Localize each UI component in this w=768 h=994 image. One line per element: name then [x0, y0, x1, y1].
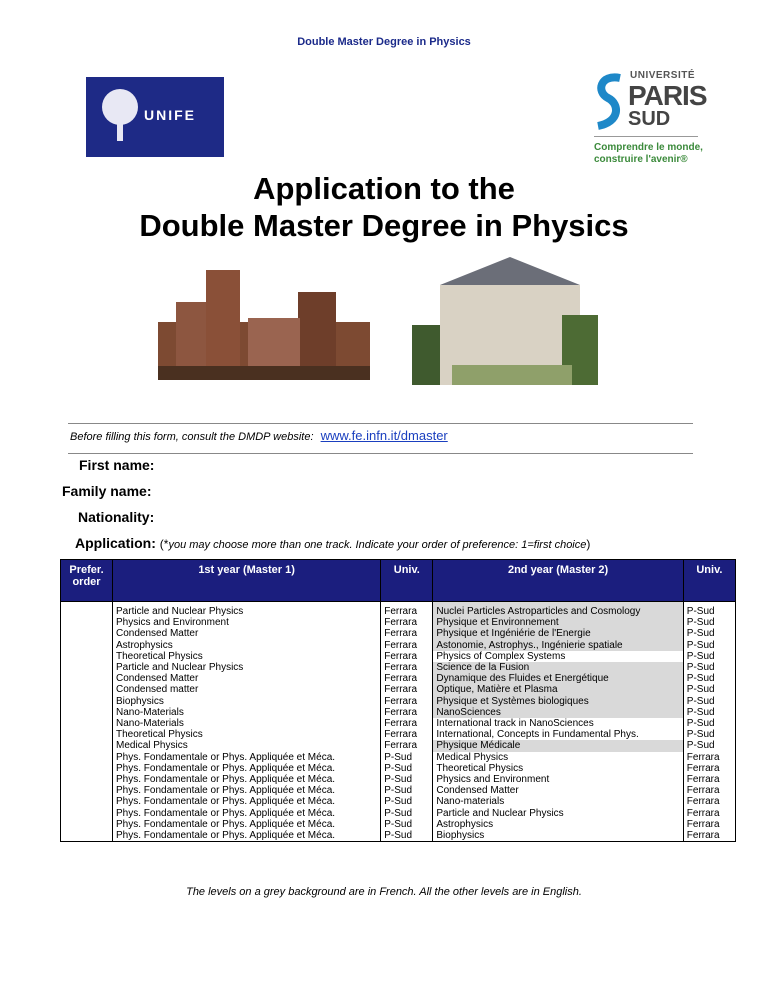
paris-sud-logo [594, 70, 707, 170]
univ1-cell: P-Sud [381, 830, 433, 842]
univ1-cell: Ferrara [381, 617, 433, 628]
univ2-cell: P-Sud [683, 617, 735, 628]
table-row [61, 729, 736, 740]
pref-order-cell[interactable] [61, 752, 113, 763]
dmdp-website-link[interactable]: www.fe.infn.it/dmaster [320, 428, 448, 443]
master1-cell: Astrophysics [113, 640, 381, 651]
pref-order-cell[interactable] [61, 628, 113, 639]
pref-order-cell[interactable] [61, 662, 113, 673]
pref-order-cell[interactable] [61, 718, 113, 729]
master2-cell: Physics of Complex Systems [433, 651, 683, 662]
univ2-cell: Ferrara [683, 785, 735, 796]
master2-cell: Particle and Nuclear Physics [433, 808, 683, 819]
univ2-cell: P-Sud [683, 673, 735, 684]
univ1-cell: P-Sud [381, 752, 433, 763]
master1-cell: Phys. Fondamentale or Phys. Appliquée et Méca. [113, 796, 381, 807]
master2-cell: Medical Physics [433, 752, 683, 763]
univ1-cell: P-Sud [381, 763, 433, 774]
footnote: The levels on a grey background are in French. All the other levels are in English. [186, 886, 582, 898]
master1-cell: Condensed Matter [113, 673, 381, 684]
univ1-cell: P-Sud [381, 819, 433, 830]
master1-cell: Condensed Matter [113, 628, 381, 639]
logo-tagline-1: Comprendre le monde, [594, 142, 703, 153]
master2-cell: International, Concepts in Fundamental Phys. [433, 729, 683, 740]
master1-cell: Phys. Fondamentale or Phys. Appliquée et Méca. [113, 763, 381, 774]
univ2-cell: Ferrara [683, 808, 735, 819]
header-master2: 2nd year (Master 2) [433, 560, 683, 602]
master2-cell: Optique, Matière et Plasma [433, 684, 683, 695]
unife-logo [86, 77, 224, 157]
univ1-cell: Ferrara [381, 602, 433, 618]
table-row [61, 662, 736, 673]
nationality-label: Nationality: [78, 509, 155, 525]
master1-cell: Nano-Materials [113, 718, 381, 729]
castle-photo [158, 262, 370, 380]
univ2-cell: P-Sud [683, 729, 735, 740]
header-univ1: Univ. [381, 560, 433, 602]
title-line-1: Application to the [253, 171, 515, 206]
master2-cell: Astrophysics [433, 819, 683, 830]
master2-cell: NanoSciences [433, 707, 683, 718]
master2-cell: Science de la Fusion [433, 662, 683, 673]
table-row [61, 740, 736, 751]
table-row [61, 673, 736, 684]
table-header-row [61, 560, 736, 602]
univ2-cell: Ferrara [683, 830, 735, 842]
master2-cell: Physique Médicale [433, 740, 683, 751]
master1-cell: Phys. Fondamentale or Phys. Appliquée et Méca. [113, 752, 381, 763]
univ2-cell: P-Sud [683, 662, 735, 673]
univ2-cell: Ferrara [683, 752, 735, 763]
univ1-cell: Ferrara [381, 684, 433, 695]
application-note: (*you may choose more than one track. Indicate your order of preference: 1=first choice) [159, 537, 591, 551]
pref-order-cell[interactable] [61, 729, 113, 740]
master2-cell: Physique et Ingéniérie de l'Energie [433, 628, 683, 639]
master1-cell: Phys. Fondamentale or Phys. Appliquée et Méca. [113, 774, 381, 785]
master1-cell: Particle and Nuclear Physics [113, 602, 381, 618]
page-header-title: Double Master Degree in Physics [297, 36, 471, 48]
univ1-cell: Ferrara [381, 740, 433, 751]
univ2-cell: Ferrara [683, 819, 735, 830]
pref-order-cell[interactable] [61, 774, 113, 785]
family-name-label: Family name: [62, 483, 152, 499]
master2-cell: Nano-materials [433, 796, 683, 807]
table-row [61, 830, 736, 842]
univ1-cell: Ferrara [381, 673, 433, 684]
page-title [0, 170, 768, 244]
s-shape-icon [594, 72, 626, 132]
pref-order-cell[interactable] [61, 617, 113, 628]
pref-order-cell[interactable] [61, 819, 113, 830]
chateau-photo [412, 255, 598, 385]
pref-order-cell[interactable] [61, 602, 113, 618]
master1-cell: Nano-Materials [113, 707, 381, 718]
table-row [61, 718, 736, 729]
master2-cell: Biophysics [433, 830, 683, 842]
univ1-cell: Ferrara [381, 640, 433, 651]
pref-order-cell[interactable] [61, 640, 113, 651]
table-row [61, 628, 736, 639]
pref-order-cell[interactable] [61, 785, 113, 796]
pref-order-cell[interactable] [61, 830, 113, 842]
master1-cell: Theoretical Physics [113, 729, 381, 740]
title-line-2: Double Master Degree in Physics [139, 208, 629, 243]
table-row [61, 763, 736, 774]
logo-tagline-2: construire l'avenir® [594, 154, 688, 165]
univ2-cell: P-Sud [683, 628, 735, 639]
table-row [61, 651, 736, 662]
header-master1: 1st year (Master 1) [113, 560, 381, 602]
consult-note [70, 428, 448, 443]
univ1-cell: P-Sud [381, 808, 433, 819]
master1-cell: Physics and Environment [113, 617, 381, 628]
table-row [61, 684, 736, 695]
master1-cell: Phys. Fondamentale or Phys. Appliquée et Méca. [113, 808, 381, 819]
univ2-cell: Ferrara [683, 763, 735, 774]
table-row [61, 696, 736, 707]
application-label [75, 535, 590, 551]
pref-order-cell[interactable] [61, 684, 113, 695]
master1-cell: Theoretical Physics [113, 651, 381, 662]
logo-sud-text: SUD [628, 108, 671, 130]
pref-order-cell[interactable] [61, 673, 113, 684]
logo-paris-text: PARIS [628, 80, 707, 111]
univ2-cell: Ferrara [683, 796, 735, 807]
application-text: Application: [75, 535, 156, 551]
table-row [61, 808, 736, 819]
univ1-cell: P-Sud [381, 774, 433, 785]
univ1-cell: Ferrara [381, 651, 433, 662]
pref-order-cell[interactable] [61, 696, 113, 707]
header-pref-order: Prefer. order [61, 560, 113, 602]
pref-order-cell[interactable] [61, 740, 113, 751]
table-row [61, 602, 736, 618]
master2-cell: Nuclei Particles Astroparticles and Cosmology [433, 602, 683, 618]
master1-cell: Phys. Fondamentale or Phys. Appliquée et Méca. [113, 830, 381, 842]
table-row [61, 752, 736, 763]
table-row [61, 819, 736, 830]
pref-order-cell[interactable] [61, 651, 113, 662]
univ1-cell: P-Sud [381, 796, 433, 807]
univ1-cell: Ferrara [381, 718, 433, 729]
master1-cell: Biophysics [113, 696, 381, 707]
pref-order-cell[interactable] [61, 796, 113, 807]
logo-univ-text: UNIVERSITÉ [630, 70, 696, 81]
univ2-cell: P-Sud [683, 684, 735, 695]
univ2-cell: P-Sud [683, 696, 735, 707]
master2-cell: Condensed Matter [433, 785, 683, 796]
master2-cell: Theoretical Physics [433, 763, 683, 774]
univ1-cell: Ferrara [381, 707, 433, 718]
table-row [61, 617, 736, 628]
univ2-cell: P-Sud [683, 640, 735, 651]
master1-cell: Phys. Fondamentale or Phys. Appliquée et Méca. [113, 819, 381, 830]
univ2-cell: P-Sud [683, 718, 735, 729]
table-row [61, 785, 736, 796]
master2-cell: Physics and Environment [433, 774, 683, 785]
univ1-cell: Ferrara [381, 696, 433, 707]
univ1-cell: Ferrara [381, 628, 433, 639]
master2-cell: Dynamique des Fluides et Energétique [433, 673, 683, 684]
master1-cell: Medical Physics [113, 740, 381, 751]
master2-cell: Astonomie, Astrophys., Ingénierie spatiale [433, 640, 683, 651]
table-row [61, 796, 736, 807]
pref-order-cell[interactable] [61, 707, 113, 718]
table-row [61, 707, 736, 718]
table-row [61, 640, 736, 651]
master1-cell: Particle and Nuclear Physics [113, 662, 381, 673]
first-name-label: First name: [79, 457, 155, 473]
table-row [61, 774, 736, 785]
application-note-text: you may choose more than one track. Indicate your order of preference: 1=first choice [168, 539, 587, 551]
univ1-cell: P-Sud [381, 785, 433, 796]
univ2-cell: P-Sud [683, 740, 735, 751]
pref-order-cell[interactable] [61, 808, 113, 819]
header-univ2: Univ. [683, 560, 735, 602]
master1-cell: Condensed matter [113, 684, 381, 695]
application-table [60, 559, 736, 842]
table-body [61, 602, 736, 842]
univ1-cell: Ferrara [381, 729, 433, 740]
univ1-cell: Ferrara [381, 662, 433, 673]
univ2-cell: P-Sud [683, 602, 735, 618]
pref-order-cell[interactable] [61, 763, 113, 774]
consult-text: Before filling this form, consult the DMDP website: [70, 431, 314, 443]
master2-cell: International track in NanoSciences [433, 718, 683, 729]
univ2-cell: P-Sud [683, 651, 735, 662]
univ2-cell: Ferrara [683, 774, 735, 785]
unife-logo-text: UNIFE [144, 107, 196, 123]
master1-cell: Phys. Fondamentale or Phys. Appliquée et Méca. [113, 785, 381, 796]
master2-cell: Physique et Environnement [433, 617, 683, 628]
univ2-cell: P-Sud [683, 707, 735, 718]
master2-cell: Physique et Systèmes biologiques [433, 696, 683, 707]
